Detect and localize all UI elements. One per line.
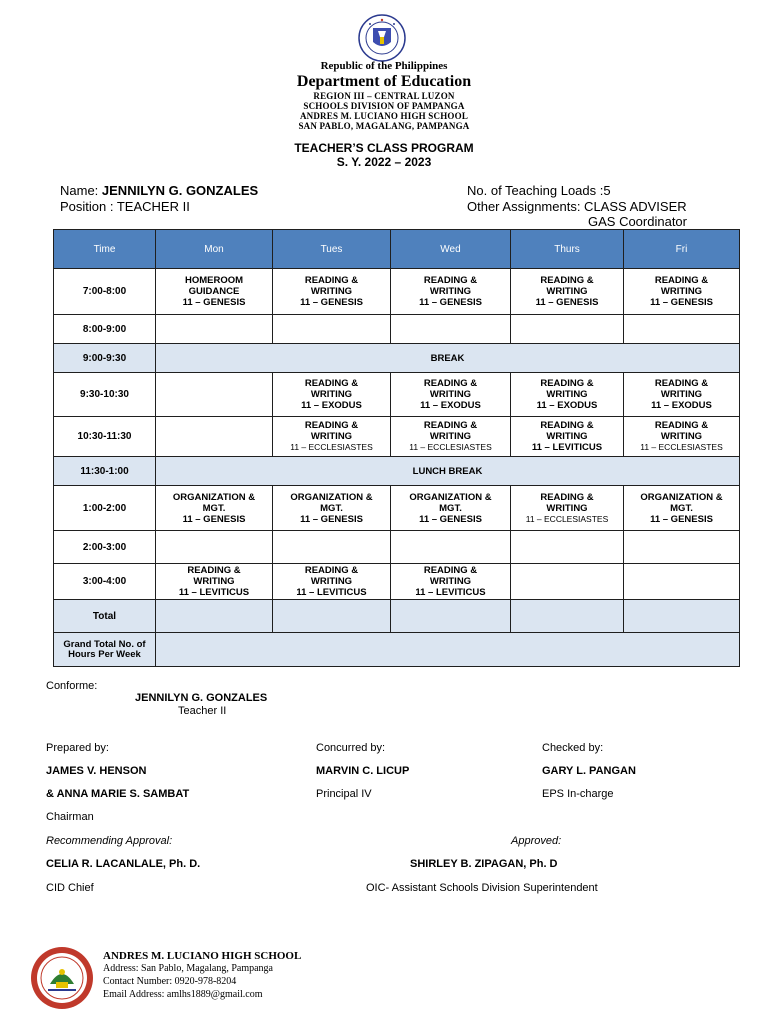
total-cell: [391, 600, 511, 633]
checked-name: GARY L. PANGAN: [542, 765, 636, 777]
gas-coordinator-field: GAS Coordinator: [588, 214, 687, 229]
schedule-cell: READING & WRITING 11 – LEVITICUS: [511, 417, 624, 457]
school-seal-icon: [30, 946, 94, 1010]
department-title: Department of Education: [296, 73, 472, 90]
schedule-cell: [511, 315, 624, 344]
schedule-cell: READING & WRITING 11 – EXODUS: [511, 373, 624, 417]
conforme-label: Conforme:: [46, 680, 98, 692]
schedule-cell: [156, 531, 273, 564]
schedule-cell: [273, 315, 391, 344]
table-row: [54, 344, 740, 373]
checked-title: EPS In-charge: [542, 788, 614, 800]
footer-email: Email Address: amlhs1889@gmail.com: [103, 989, 263, 1000]
region-label: REGION III – CENTRAL LUZON: [313, 91, 455, 101]
schedule-cell: [391, 315, 511, 344]
table-row: [54, 315, 740, 344]
col-header-fri: Fri: [624, 230, 740, 269]
schedule-cell: READING & WRITING 11 – ECCLESIASTES: [391, 417, 511, 457]
schedule-cell: READING & WRITING 11 – GENESIS: [511, 269, 624, 315]
name-field: Name: JENNILYN G. GONZALES: [60, 183, 259, 198]
position-field: Position : TEACHER II: [60, 199, 190, 214]
teaching-loads-field: No. of Teaching Loads :5: [467, 183, 611, 198]
time-cell: 11:30-1:00: [54, 457, 156, 486]
prepared-name-2: & ANNA MARIE S. SAMBAT: [46, 788, 190, 800]
col-header-wed: Wed: [391, 230, 511, 269]
time-cell: 8:00-9:00: [54, 315, 156, 344]
schedule-cell: READING & WRITING 11 – GENESIS: [391, 269, 511, 315]
recommending-label: Recommending Approval:: [46, 835, 173, 847]
time-cell: 2:00-3:00: [54, 531, 156, 564]
grand-total-label: Grand Total No. of Hours Per Week: [54, 633, 156, 667]
division-label: SCHOOLS DIVISION OF PAMPANGA: [303, 101, 465, 111]
schedule-cell: [391, 531, 511, 564]
time-cell: 10:30-11:30: [54, 417, 156, 457]
schedule-cell: [511, 531, 624, 564]
schedule-cell: ORGANIZATION & MGT. 11 – GENESIS: [624, 486, 740, 531]
schedule-cell: [624, 564, 740, 600]
other-assignments-field: Other Assignments: CLASS ADVISER: [467, 199, 687, 214]
conforme-name: JENNILYN G. GONZALES: [135, 692, 268, 704]
schedule-cell: READING & WRITING 11 – ECCLESIASTES: [511, 486, 624, 531]
schedule-cell: READING & WRITING 11 – EXODUS: [273, 373, 391, 417]
time-cell: 7:00-8:00: [54, 269, 156, 315]
header-row: [54, 230, 740, 269]
col-header-mon: Mon: [156, 230, 273, 269]
schedule-cell: [156, 373, 273, 417]
schedule-cell: READING & WRITING 11 – GENESIS: [624, 269, 740, 315]
schedule-cell: READING & WRITING 11 – ECCLESIASTES: [273, 417, 391, 457]
table-row: [54, 564, 740, 600]
col-header-thurs: Thurs: [511, 230, 624, 269]
schedule-cell: ORGANIZATION & MGT. 11 – GENESIS: [391, 486, 511, 531]
concurred-title: Principal IV: [316, 788, 372, 800]
col-header-time: Time: [54, 230, 156, 269]
schedule-cell: [624, 531, 740, 564]
footer-contact: Contact Number: 0920-978-8204: [103, 976, 237, 987]
prepared-label: Prepared by:: [46, 742, 109, 754]
table-row: [54, 373, 740, 417]
school-address-label: SAN PABLO, MAGALANG, PAMPANGA: [298, 121, 470, 131]
table-row: [54, 269, 740, 315]
lunch-break-cell: LUNCH BREAK: [156, 457, 740, 486]
deped-seal-icon: [358, 14, 406, 62]
total-cell: [511, 600, 624, 633]
republic-label: Republic of the Philippines: [320, 60, 448, 72]
schedule-cell: [624, 315, 740, 344]
schedule-cell: ORGANIZATION & MGT. 11 – GENESIS: [273, 486, 391, 531]
schedule-cell: READING & WRITING 11 – LEVITICUS: [391, 564, 511, 600]
time-cell: 9:00-9:30: [54, 344, 156, 373]
schedule-cell: [156, 315, 273, 344]
total-row: [54, 600, 740, 633]
recommending-title: CID Chief: [46, 882, 94, 894]
school-label: ANDRES M. LUCIANO HIGH SCHOOL: [299, 111, 469, 121]
total-cell: [624, 600, 740, 633]
schedule-cell: [511, 564, 624, 600]
concurred-name: MARVIN C. LICUP: [316, 765, 410, 777]
col-header-tues: Tues: [273, 230, 391, 269]
total-cell: [156, 600, 273, 633]
schedule-table: [53, 229, 740, 667]
table-row: [54, 486, 740, 531]
schedule-cell: READING & WRITING 11 – ECCLESIASTES: [624, 417, 740, 457]
grand-total-row: [54, 633, 740, 667]
total-cell: [273, 600, 391, 633]
grand-total-cell: [156, 633, 740, 667]
schedule-cell: ORGANIZATION & MGT. 11 – GENESIS: [156, 486, 273, 531]
break-cell: BREAK: [156, 344, 740, 373]
prepared-name-1: JAMES V. HENSON: [46, 765, 147, 777]
schedule-cell: READING & WRITING 11 – EXODUS: [391, 373, 511, 417]
schedule-cell: [156, 417, 273, 457]
time-cell: 3:00-4:00: [54, 564, 156, 600]
schedule-cell: READING & WRITING 11 – LEVITICUS: [273, 564, 391, 600]
total-label: Total: [54, 600, 156, 633]
approved-label: Approved:: [511, 835, 562, 847]
conforme-title: Teacher II: [178, 705, 227, 717]
table-row: [54, 417, 740, 457]
schedule-cell: READING & WRITING 11 – LEVITICUS: [156, 564, 273, 600]
table-row: [54, 457, 740, 486]
prepared-title: Chairman: [46, 811, 94, 823]
time-cell: 9:30-10:30: [54, 373, 156, 417]
schedule-cell: HOMEROOM GUIDANCE 11 – GENESIS: [156, 269, 273, 315]
schedule-cell: READING & WRITING 11 – GENESIS: [273, 269, 391, 315]
recommending-name: CELIA R. LACANLALE, Ph. D.: [46, 858, 201, 870]
footer-address: Address: San Pablo, Magalang, Pampanga: [103, 963, 273, 974]
program-title: TEACHER’S CLASS PROGRAM: [294, 141, 474, 155]
checked-label: Checked by:: [542, 742, 604, 754]
approved-title: OIC- Assistant Schools Division Superintendent: [366, 882, 598, 894]
school-year: S. Y. 2022 – 2023: [336, 155, 432, 169]
approved-name: SHIRLEY B. ZIPAGAN, Ph. D: [410, 858, 558, 870]
footer-school-name: ANDRES M. LUCIANO HIGH SCHOOL: [103, 950, 302, 962]
concurred-label: Concurred by:: [316, 742, 386, 754]
table-row: [54, 531, 740, 564]
schedule-cell: [273, 531, 391, 564]
time-cell: 1:00-2:00: [54, 486, 156, 531]
schedule-cell: READING & WRITING 11 – EXODUS: [624, 373, 740, 417]
